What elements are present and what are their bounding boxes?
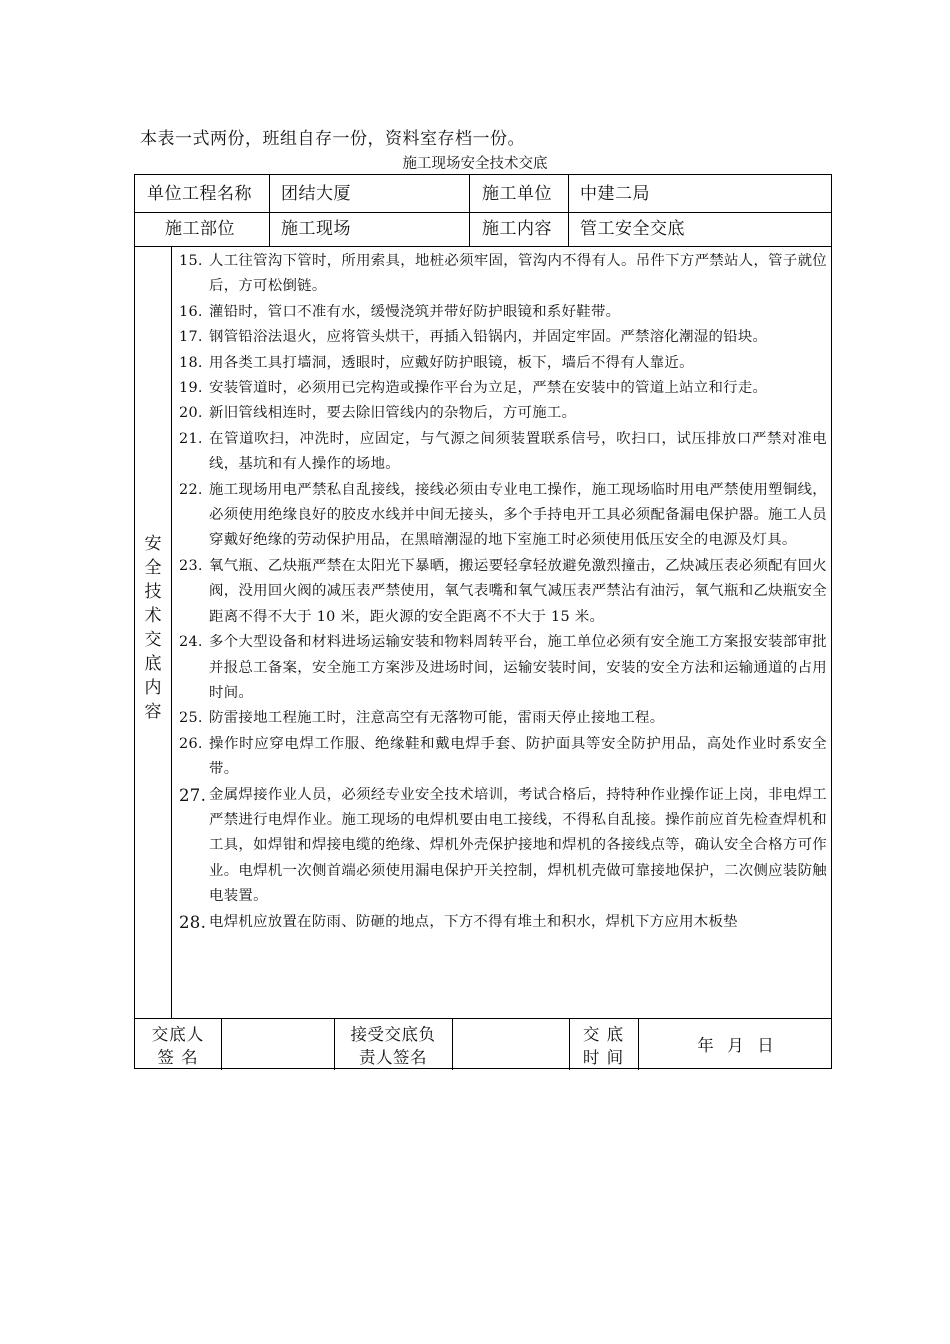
item-number: 28. (179, 912, 207, 932)
time-label-line1: 交 底 (582, 1025, 625, 1044)
receiver-signature-field[interactable] (453, 1019, 569, 1069)
signer-label-line1: 交底人 (151, 1025, 205, 1044)
item-text: 电焊机应放置在防雨、防砸的地点，下方不得有堆土和积水，焊机下方应用木板垫 (209, 913, 738, 930)
list-item (177, 351, 827, 376)
item-text: 防雷接地工程施工时，注意高空有无落物可能，雷雨天停止接地工程。 (209, 710, 665, 727)
list-item (177, 910, 827, 935)
table-note: 本表一式两份，班组自存一份，资料室存档一份。 (140, 129, 525, 149)
item-number: 24. (179, 634, 203, 651)
item-number: 20. (179, 405, 203, 422)
signer-label-line2: 签 名 (157, 1048, 199, 1067)
row-divider (135, 246, 831, 247)
unit-project-value: 团结大厦 (281, 184, 351, 204)
item-number: 25. (179, 710, 203, 727)
column-divider (469, 175, 470, 246)
item-text: 多个大型设备和材料进场运输安装和物料周转平台，施工单位必须有安全施工方案报安装部审批并报总工备案，安全施工方案涉及进场时间，运输安装时间，安装的安全方法和运输通道的占用时间。 (209, 634, 827, 701)
item-number: 22. (179, 481, 203, 498)
list-item (177, 706, 827, 731)
receiver-label-line2: 责人签名 (359, 1048, 427, 1067)
item-number: 27. (179, 785, 207, 805)
item-text: 氧气瓶、乙炔瓶严禁在太阳光下暴晒，搬运要轻拿轻放避免激烈撞击，乙炔减压表必须配有回火阀，没用回火阀的减压表严禁使用，氧气表嘴和氧气减压表严禁沾有油污，氧气瓶和乙炔瓶安全距离不得不大于 10 米，距火源的安全距离不不大于 15 米。 (209, 557, 827, 625)
item-number: 16. (179, 303, 203, 320)
item-text: 新旧管线相连时，要去除旧管线内的杂物后，方可施工。 (209, 405, 577, 422)
time-label-line2: 时 间 (582, 1048, 625, 1067)
construction-unit-label: 施工单位 (482, 184, 552, 204)
item-number: 15. (179, 253, 203, 269)
item-text: 钢管铅浴法退火，应将管头烘干，再插入铅锅内，并固定牢固。严禁溶化潮湿的铅块。 (209, 329, 768, 346)
list-item (177, 732, 827, 783)
column-divider (568, 175, 569, 246)
item-number: 21. (179, 430, 203, 447)
item-number: 18. (179, 354, 203, 371)
signer-field[interactable] (222, 1019, 334, 1069)
list-item (177, 401, 827, 426)
list-item (177, 427, 827, 478)
item-text: 安装管道时，必须用已完构造或操作平台为立足，严禁在安装中的管道上站立和行走。 (209, 380, 768, 397)
content-label: 施工内容 (482, 219, 552, 239)
side-label: 安全技术交底内容 (144, 534, 162, 722)
item-text: 施工现场用电严禁私自乱接线，接线必须由专业电工操作，施工现场临时用电严禁使用塑铜线，必须使用绝缘良好的胶皮水线并中间无接头，多个手持电开工具必须配备漏电保护器。施工人员穿戴好绝缘的劳动保护用品，在黑暗潮湿的地下室施工时必须使用低压安全的电源及灯具。 (209, 481, 827, 549)
column-divider (269, 175, 270, 246)
receiver-label (334, 1023, 452, 1069)
item-text: 操作时应穿电焊工作服、绝缘鞋和戴电焊手套、防护面具等安全防护用品，高处作业时系安全带。 (209, 735, 827, 778)
item-text: 用各类工具打墙洞，透眼时，应戴好防护眼镜，板下，墙后不得有人靠近。 (209, 354, 694, 371)
safety-disclosure-table (134, 174, 832, 1069)
item-number: 17. (179, 329, 203, 346)
item-text: 灌铅时，管口不准有水，缓慢浇筑并带好防护眼镜和系好鞋带。 (209, 303, 621, 320)
item-text: 金属焊接作业人员，必须经专业安全技术培训，考试合格后，持特种作业操作证上岗，非电焊工严禁进行电焊作业。施工现场的电焊机要由电工接线，不得私自乱接。操作前应首先检查焊机和工具，如焊钳和焊接电缆的绝缘、焊机外壳保护接地和焊机的各接线点等，确认安全合格方可作业。电焊机一次侧首端必须使用漏电保护开关控制，焊机机壳做可靠接地保护，二次侧应装防触电装置。 (209, 786, 827, 905)
item-number: 23. (179, 557, 203, 574)
item-text: 在管道吹扫，冲洗时，应固定，与气源之间须装置联系信号，吹扫口，试压排放口严禁对准电线，基坑和有人操作的场地。 (209, 430, 827, 473)
position-label: 施工部位 (165, 219, 235, 239)
row-divider (135, 212, 831, 213)
item-number: 19. (179, 380, 203, 397)
position-value: 施工现场 (281, 219, 351, 239)
time-label (569, 1023, 638, 1069)
side-label-cell (135, 245, 171, 1011)
list-item (177, 376, 827, 401)
content-value: 管工安全交底 (580, 219, 685, 239)
list-item (177, 783, 827, 910)
list-item (177, 630, 827, 706)
date-field[interactable]: 年 月 日 (697, 1036, 775, 1055)
unit-project-label: 单位工程名称 (147, 184, 252, 204)
page-title: 施工现场安全技术交底 (402, 156, 548, 172)
signer-label (135, 1023, 221, 1069)
construction-unit-value: 中建二局 (580, 184, 650, 204)
item-text: 人工往管沟下管时，所用索具，地桩必须牢固，管沟内不得有人。吊件下方严禁站人，管子就位后，方可松倒链。 (209, 253, 827, 295)
receiver-label-line1: 接受交底负 (350, 1025, 436, 1044)
list-item (177, 249, 827, 300)
list-item (177, 554, 827, 630)
list-item (177, 300, 827, 325)
list-item (177, 325, 827, 350)
column-divider (171, 246, 172, 1018)
list-item (177, 478, 827, 554)
safety-items-list (177, 249, 827, 1011)
item-number: 26. (179, 735, 203, 752)
